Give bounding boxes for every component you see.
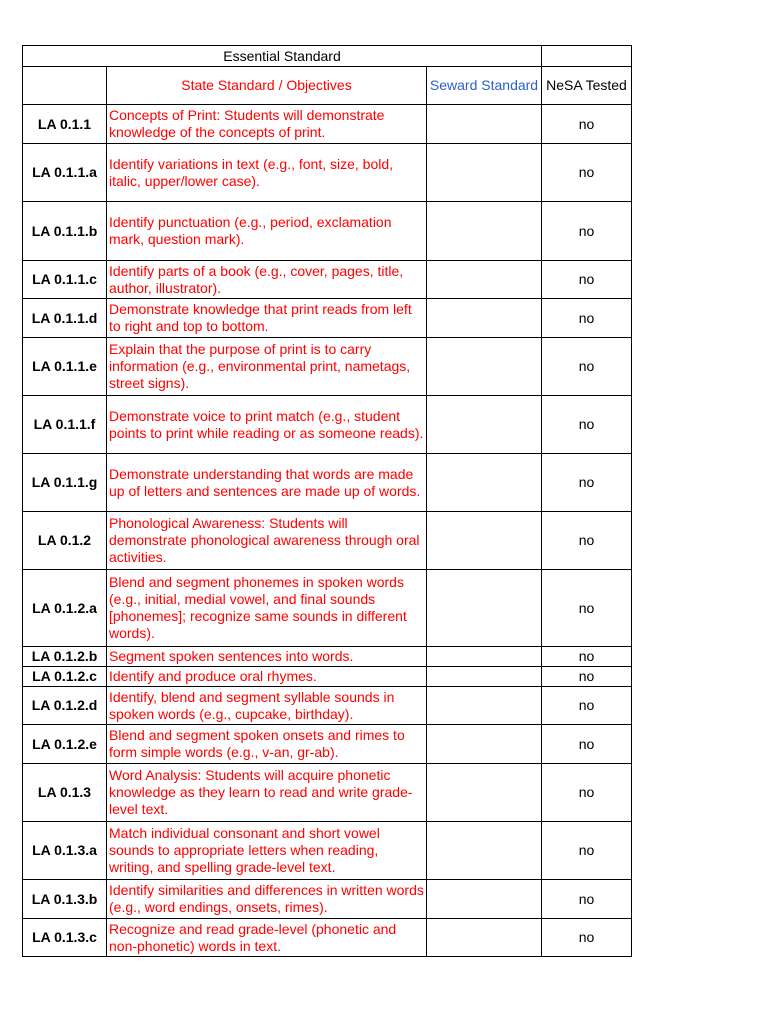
table-row — [23, 144, 632, 202]
seward-standard-cell — [427, 338, 542, 396]
standard-code: LA 0.1.1.c — [23, 261, 107, 299]
standard-code: LA 0.1.2 — [23, 512, 107, 570]
nesa-tested-header: NeSA Tested — [542, 67, 632, 105]
standard-description: Identify and produce oral rhymes. — [107, 667, 427, 687]
nesa-tested-value: no — [542, 822, 632, 880]
table-row — [23, 667, 632, 687]
table-row — [23, 880, 632, 919]
nesa-tested-value: no — [542, 687, 632, 725]
standard-description: Concepts of Print: Students will demonstrate knowledge of the concepts of print. — [107, 105, 427, 144]
standard-code: LA 0.1.1 — [23, 105, 107, 144]
standard-description: Blend and segment phonemes in spoken words (e.g., initial, medial vowel, and final sounds [phonemes]; recognize same sounds in different words). — [107, 570, 427, 647]
state-standard-header: State Standard / Objectives — [107, 67, 427, 105]
seward-standard-cell — [427, 725, 542, 764]
nesa-tested-value: no — [542, 764, 632, 822]
standard-code: LA 0.1.2.b — [23, 647, 107, 667]
standard-description: Identify punctuation (e.g., period, exclamation mark, question mark). — [107, 202, 427, 261]
nesa-tested-value: no — [542, 512, 632, 570]
table-row — [23, 105, 632, 144]
seward-standard-cell — [427, 396, 542, 454]
table-row — [23, 725, 632, 764]
seward-standard-cell — [427, 570, 542, 647]
header-row-columns — [23, 67, 632, 105]
standard-description: Segment spoken sentences into words. — [107, 647, 427, 667]
standard-description: Explain that the purpose of print is to carry information (e.g., environmental print, nametags, street signs). — [107, 338, 427, 396]
standard-description: Identify variations in text (e.g., font, size, bold, italic, upper/lower case). — [107, 144, 427, 202]
table-row — [23, 764, 632, 822]
nesa-tested-value: no — [542, 105, 632, 144]
standard-code: LA 0.1.2.c — [23, 667, 107, 687]
standard-description: Word Analysis: Students will acquire phonetic knowledge as they learn to read and write grade-level text. — [107, 764, 427, 822]
standard-code: LA 0.1.1.a — [23, 144, 107, 202]
seward-standard-cell — [427, 144, 542, 202]
seward-standard-header: Seward Standard — [427, 67, 542, 105]
nesa-tested-value: no — [542, 299, 632, 338]
standard-code: LA 0.1.3.b — [23, 880, 107, 919]
nesa-tested-value: no — [542, 725, 632, 764]
seward-standard-cell — [427, 822, 542, 880]
nesa-tested-value: no — [542, 396, 632, 454]
nesa-tested-value: no — [542, 667, 632, 687]
table-row — [23, 338, 632, 396]
standard-code: LA 0.1.1.e — [23, 338, 107, 396]
standards-table — [22, 45, 632, 957]
standard-code: LA 0.1.1.f — [23, 396, 107, 454]
table-row — [23, 647, 632, 667]
header-blank-cell — [542, 46, 632, 67]
table-row — [23, 299, 632, 338]
standard-description: Demonstrate understanding that words are made up of letters and sentences are made up of words. — [107, 454, 427, 512]
standard-description: Identify similarities and differences in written words (e.g., word endings, onsets, rimes). — [107, 880, 427, 919]
standard-description: Demonstrate voice to print match (e.g., student points to print while reading or as someone reads). — [107, 396, 427, 454]
table-row — [23, 261, 632, 299]
nesa-tested-value: no — [542, 647, 632, 667]
standard-description: Blend and segment spoken onsets and rimes to form simple words (e.g., v-an, gr-ab). — [107, 725, 427, 764]
standard-description: Phonological Awareness: Students will demonstrate phonological awareness through oral activities. — [107, 512, 427, 570]
standard-code: LA 0.1.3 — [23, 764, 107, 822]
nesa-tested-value: no — [542, 919, 632, 957]
table-row — [23, 822, 632, 880]
nesa-tested-value: no — [542, 880, 632, 919]
standard-description: Demonstrate knowledge that print reads from left to right and top to bottom. — [107, 299, 427, 338]
standard-code: LA 0.1.1.b — [23, 202, 107, 261]
standard-code: LA 0.1.1.g — [23, 454, 107, 512]
standard-code: LA 0.1.1.d — [23, 299, 107, 338]
seward-standard-cell — [427, 919, 542, 957]
table-row — [23, 454, 632, 512]
standard-code: LA 0.1.3.c — [23, 919, 107, 957]
table-row — [23, 512, 632, 570]
table-row — [23, 570, 632, 647]
standard-code: LA 0.1.2.a — [23, 570, 107, 647]
nesa-tested-value: no — [542, 202, 632, 261]
seward-standard-cell — [427, 687, 542, 725]
seward-standard-cell — [427, 647, 542, 667]
standard-description: Identify, blend and segment syllable sounds in spoken words (e.g., cupcake, birthday). — [107, 687, 427, 725]
seward-standard-cell — [427, 202, 542, 261]
standard-code: LA 0.1.2.d — [23, 687, 107, 725]
nesa-tested-value: no — [542, 338, 632, 396]
seward-standard-cell — [427, 764, 542, 822]
seward-standard-cell — [427, 512, 542, 570]
nesa-tested-value: no — [542, 261, 632, 299]
seward-standard-cell — [427, 105, 542, 144]
seward-standard-cell — [427, 880, 542, 919]
standard-code: LA 0.1.3.a — [23, 822, 107, 880]
seward-standard-cell — [427, 299, 542, 338]
standard-code: LA 0.1.2.e — [23, 725, 107, 764]
table-row — [23, 396, 632, 454]
nesa-tested-value: no — [542, 454, 632, 512]
standard-description: Match individual consonant and short vowel sounds to appropriate letters when reading, writing, and spelling grade-level text. — [107, 822, 427, 880]
standard-description: Identify parts of a book (e.g., cover, pages, title, author, illustrator). — [107, 261, 427, 299]
nesa-tested-value: no — [542, 144, 632, 202]
seward-standard-cell — [427, 667, 542, 687]
table-row — [23, 919, 632, 957]
table-row — [23, 687, 632, 725]
table-row — [23, 202, 632, 261]
nesa-tested-value: no — [542, 570, 632, 647]
standard-description: Recognize and read grade-level (phonetic and non-phonetic) words in text. — [107, 919, 427, 957]
seward-standard-cell — [427, 261, 542, 299]
header-row-top — [23, 46, 632, 67]
seward-standard-cell — [427, 454, 542, 512]
code-header-cell — [23, 67, 107, 105]
essential-standard-header: Essential Standard — [23, 46, 542, 67]
